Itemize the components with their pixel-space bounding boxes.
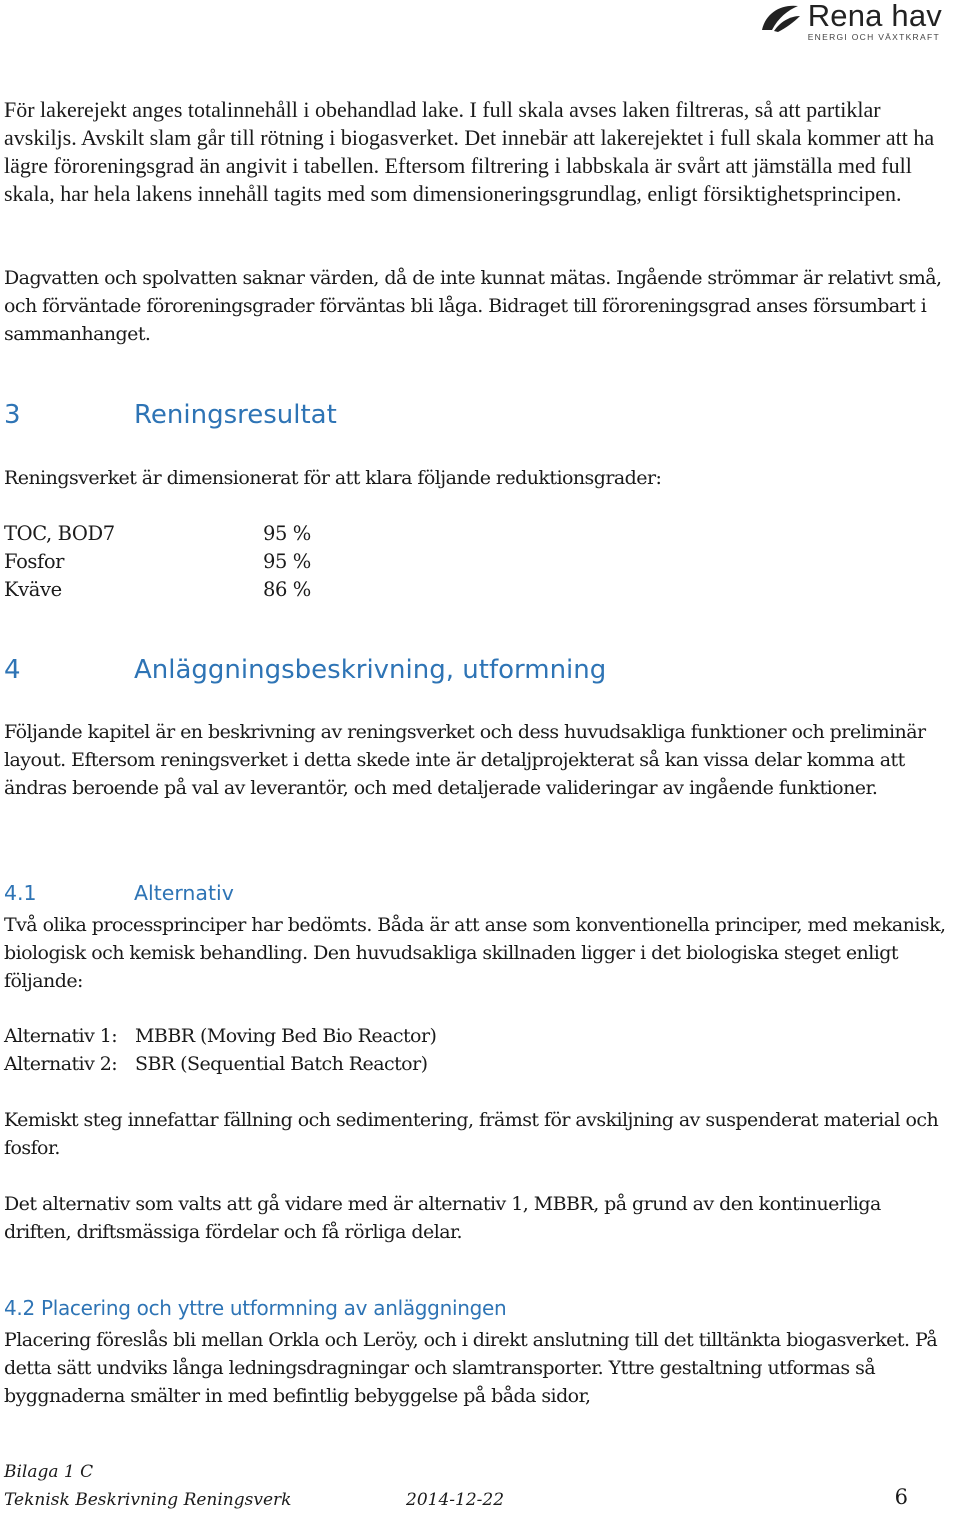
section-4-1-title: Alternativ xyxy=(134,881,234,905)
section-4-body: Följande kapitel är en beskrivning av reningsverket och dess huvudsakliga funktioner och preliminär layout. Eftersom reningsverket i detta skede inte är detaljprojekterat så kan vissa delar komma att ändras beroende på val av leverantör, och med detaljerade valideringar av ingående funktioner. xyxy=(4,721,926,800)
logo-tagline: ENERGI OCH VÄXTKRAFT xyxy=(807,32,940,42)
reduction-label: TOC, BOD7 xyxy=(4,522,115,545)
reduction-label: Kväve xyxy=(4,578,62,602)
company-logo xyxy=(758,0,942,44)
footer-doc-title: Teknisk Beskrivning Reningsverk xyxy=(4,1490,292,1510)
alternative-label: Alternativ 1: xyxy=(4,1025,118,1047)
section-3-lead: Reningsverket är dimensionerat för att klara följande reduktionsgrader: xyxy=(4,467,662,489)
leaf-logo-icon xyxy=(758,0,802,34)
reduction-value: 95 % xyxy=(263,550,311,574)
section-4-heading xyxy=(4,655,606,685)
reduction-value: 95 % xyxy=(263,522,311,545)
alternative-label: Alternativ 2: xyxy=(4,1053,118,1076)
section-3-heading xyxy=(4,400,337,430)
intro-paragraph-2: Dagvatten och spolvatten saknar värden, då de inte kunnat mätas. Ingående strömmar är relativt små, och förväntade föroreningsgrader förväntas bli låga. Bidraget till föroreningsgrad anses försumbart i sammanhanget. xyxy=(4,267,942,346)
alternatives-list xyxy=(4,1022,949,1078)
section-4-1-paragraph-3: Det alternativ som valts att gå vidare med är alternativ 1, MBBR, på grund av den kontinuerliga driften, driftsmässiga fördelar och få rörliga delar. xyxy=(4,1193,881,1244)
alternative-row xyxy=(4,1050,949,1078)
section-4-1-paragraph-1: Två olika processprinciper har bedömts. Båda är att anse som konventionella principer, med mekanisk, biologisk och kemisk behandling. Den huvudsakliga skillnaden ligger i det biologiska steget enligt följande: xyxy=(4,914,946,993)
reduction-label: Fosfor xyxy=(4,550,65,574)
reduction-row xyxy=(4,520,311,548)
intro-paragraph-1: För lakerejekt anges totalinnehåll i obehandlad lake. I full skala avses laken filtreras, så att partiklar avskiljs. Avskilt slam går till rötning i biogasverket. Det innebär att lakerejektet i full skala kommer att ha lägre föroreningsgrad än angivit i tabellen. Eftersom filtrering i labbskala är svårt att jämställa med full skala, har hela lakens innehåll tagits med som dimensioneringsgrundlag, enligt försiktighetsprincipen. xyxy=(4,97,935,206)
alternative-row xyxy=(4,1022,949,1050)
section-4-1-heading xyxy=(4,881,234,905)
section-3-title: Reningsresultat xyxy=(134,400,337,430)
page-number: 6 xyxy=(894,1485,908,1509)
reduction-row xyxy=(4,576,311,604)
section-4-2-body: Placering föreslås bli mellan Orkla och Leröy, och i direkt anslutning till det tilltänkta biogasverket. På detta sätt undviks långa ledningsdragningar och slamtransporter. Yttre gestaltning utformas så byggnaderna smälter in med befintlig bebyggelse på båda sidor, xyxy=(4,1329,938,1408)
section-4-1-paragraph-2: Kemiskt steg innefattar fällning och sedimentering, främst för avskiljning av suspenderat material och fosfor. xyxy=(4,1109,939,1160)
footer-attachment: Bilaga 1 C xyxy=(4,1462,94,1482)
logo-name: Rena hav xyxy=(807,0,942,33)
reduction-list xyxy=(4,520,311,605)
section-4-title: Anläggningsbeskrivning, utformning xyxy=(134,655,607,685)
section-4-number: 4 xyxy=(4,655,21,685)
section-3-number: 3 xyxy=(4,400,21,430)
alternative-value: MBBR (Moving Bed Bio Reactor) xyxy=(135,1025,437,1047)
section-4-2-heading: 4.2 Placering och yttre utformning av anläggningen xyxy=(4,1296,507,1320)
section-4-1-number: 4.1 xyxy=(4,881,37,905)
alternative-value: SBR (Sequential Batch Reactor) xyxy=(135,1053,428,1076)
footer-date: 2014-12-22 xyxy=(406,1490,505,1510)
reduction-row xyxy=(4,548,311,576)
reduction-value: 86 % xyxy=(263,578,311,602)
